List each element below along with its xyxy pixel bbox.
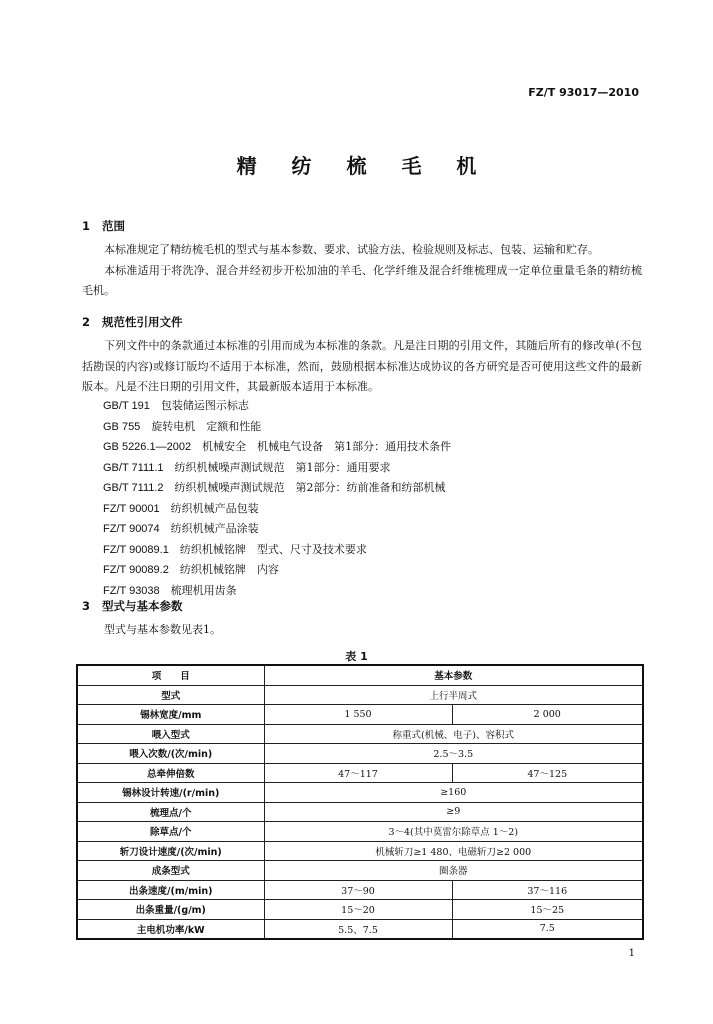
table-row xyxy=(77,724,643,744)
section-3-body xyxy=(82,620,642,641)
table-row xyxy=(77,919,643,939)
reference-title: 梳理机用齿条 xyxy=(170,583,237,597)
section-number: 2 xyxy=(82,315,91,329)
parameter-table xyxy=(76,664,644,940)
table-row xyxy=(77,880,643,900)
table-row xyxy=(77,900,643,920)
row-item-cell: 锡林设计转速/(r/min) xyxy=(77,783,264,803)
row-value-cell: ≥160 xyxy=(264,783,643,803)
table-row xyxy=(77,763,643,783)
table-row xyxy=(77,841,643,861)
row-item-cell: 成条型式 xyxy=(77,861,264,881)
section-1-body xyxy=(82,240,642,302)
reference-item xyxy=(103,478,451,499)
row-item-cell: 除草点/个 xyxy=(77,822,264,842)
section-title: 型式与基本参数 xyxy=(102,599,183,613)
header-params-cell: 基本参数 xyxy=(264,665,643,685)
standard-number: FZ/T 93017—2010 xyxy=(528,86,639,99)
reference-title: 纺织机械铭牌 内容 xyxy=(179,563,279,576)
reference-item xyxy=(103,417,451,438)
reference-code: FZ/T 93038 xyxy=(103,584,160,597)
row-value-cell: 2.5～3.5 xyxy=(264,744,643,764)
row-value-cell: 1 550 xyxy=(264,705,452,725)
reference-item xyxy=(103,396,451,417)
paragraph: 型式与基本参数见表1。 xyxy=(104,623,221,636)
reference-item xyxy=(103,437,451,458)
table-row xyxy=(77,705,643,725)
row-value-cell: 15～25 xyxy=(452,900,643,920)
reference-title: 旋转电机 定额和性能 xyxy=(151,419,262,433)
row-value-cell: 机械斩刀≥1 480、电磁斩刀≥2 000 xyxy=(264,841,643,861)
section-title: 规范性引用文件 xyxy=(102,315,183,329)
table-row xyxy=(77,744,643,764)
table-caption: 表 1 xyxy=(345,650,368,663)
table-row xyxy=(77,861,643,881)
reference-code: GB/T 7111.2 xyxy=(103,482,164,494)
row-item-cell: 出条重量/(g/m) xyxy=(77,900,264,920)
row-item-cell: 出条速度/(m/min) xyxy=(77,880,264,900)
paragraph: 本标准规定了精纺梳毛机的型式与基本参数、要求、试验方法、检验规则及标志、包装、运输和贮存。 xyxy=(104,243,599,256)
row-value-cell: 3～4(其中莫雷尔除草点 1～2) xyxy=(264,822,643,842)
row-value-cell: 37～90 xyxy=(264,880,452,900)
row-item-cell: 型式 xyxy=(77,685,264,705)
reference-code: GB 755 xyxy=(103,420,141,433)
reference-code: FZ/T 90001 xyxy=(103,502,160,515)
row-value-cell: 称重式(机械、电子)、容积式 xyxy=(264,724,643,744)
section-number: 3 xyxy=(82,599,91,613)
row-value-cell: 7.5 xyxy=(452,919,643,939)
table-row xyxy=(77,783,643,803)
table-row xyxy=(77,802,643,822)
row-value-cell: 上行半周式 xyxy=(264,685,643,705)
row-value-cell: 37～116 xyxy=(452,880,643,900)
section-2-body xyxy=(82,336,642,398)
reference-item xyxy=(103,560,451,581)
reference-item xyxy=(103,458,451,479)
row-item-cell: 梳理点/个 xyxy=(77,802,264,822)
document-title: 精 纺 梳 毛 机 xyxy=(236,154,491,178)
reference-title: 包装储运图示标志 xyxy=(160,399,249,412)
section-3-heading xyxy=(82,598,183,614)
reference-title: 纺织机械铭牌 型式、尺寸及技术要求 xyxy=(179,542,367,556)
row-value-cell: 圈条器 xyxy=(264,861,643,881)
row-item-cell: 斩刀设计速度/(次/min) xyxy=(77,841,264,861)
page-number: 1 xyxy=(628,948,635,959)
reference-item xyxy=(103,540,451,561)
paragraph: 下列文件中的条款通过本标准的引用而成为本标准的条款。凡是注日期的引用文件，其随后所有的修改单(不包括勘误的内容)或修订版均不适用于本标准，然而，鼓励根据本标准达成协议的各方研究是否可使用这些文件的最新版本。凡是不注日期的引用文件，其最新版本适用于本标准。 xyxy=(82,339,642,393)
row-value-cell: ≥9 xyxy=(264,802,643,822)
section-number: 1 xyxy=(82,219,91,233)
reference-item xyxy=(103,519,451,540)
row-item-cell: 主电机功率/kW xyxy=(77,919,264,939)
row-value-cell: 2 000 xyxy=(452,705,643,725)
row-item-cell: 锡林宽度/mm xyxy=(77,705,264,725)
table-header-row xyxy=(77,665,643,685)
reference-title: 纺织机械产品涂装 xyxy=(170,522,259,535)
reference-list xyxy=(103,396,451,601)
reference-code: GB 5226.1—2002 xyxy=(103,441,192,453)
reference-title: 纺织机械噪声测试规范 第2部分：纺前准备和纺部机械 xyxy=(174,481,446,494)
table-row xyxy=(77,822,643,842)
section-2-heading xyxy=(82,314,183,330)
section-1-heading xyxy=(82,218,125,234)
reference-title: 机械安全 机械电气设备 第1部分：通用技术条件 xyxy=(202,440,452,453)
reference-code: FZ/T 90089.2 xyxy=(103,564,169,576)
reference-title: 纺织机械产品包装 xyxy=(170,501,259,515)
reference-code: GB/T 7111.1 xyxy=(103,461,164,474)
reference-code: FZ/T 90074 xyxy=(103,523,160,535)
reference-title: 纺织机械噪声测试规范 第1部分：通用要求 xyxy=(174,460,391,474)
section-title: 范围 xyxy=(102,219,125,233)
header-item-cell: 项 目 xyxy=(77,665,264,685)
reference-item xyxy=(103,499,451,520)
reference-code: GB/T 191 xyxy=(103,400,150,412)
paragraph: 本标准适用于将洗净、混合并经初步开松加油的羊毛、化学纤维及混合纤维梳理成一定单位重量毛条的精纺梳毛机。 xyxy=(82,263,642,297)
row-item-cell: 喂入次数/(次/min) xyxy=(77,744,264,764)
reference-code: FZ/T 90089.1 xyxy=(103,543,169,556)
row-value-cell: 5.5、7.5 xyxy=(264,919,452,939)
row-value-cell: 15～20 xyxy=(264,900,452,920)
row-item-cell: 喂入型式 xyxy=(77,724,264,744)
table-row xyxy=(77,685,643,705)
row-value-cell: 47～117 xyxy=(264,763,452,783)
row-item-cell: 总牵伸倍数 xyxy=(77,763,264,783)
row-value-cell: 47～125 xyxy=(452,763,643,783)
